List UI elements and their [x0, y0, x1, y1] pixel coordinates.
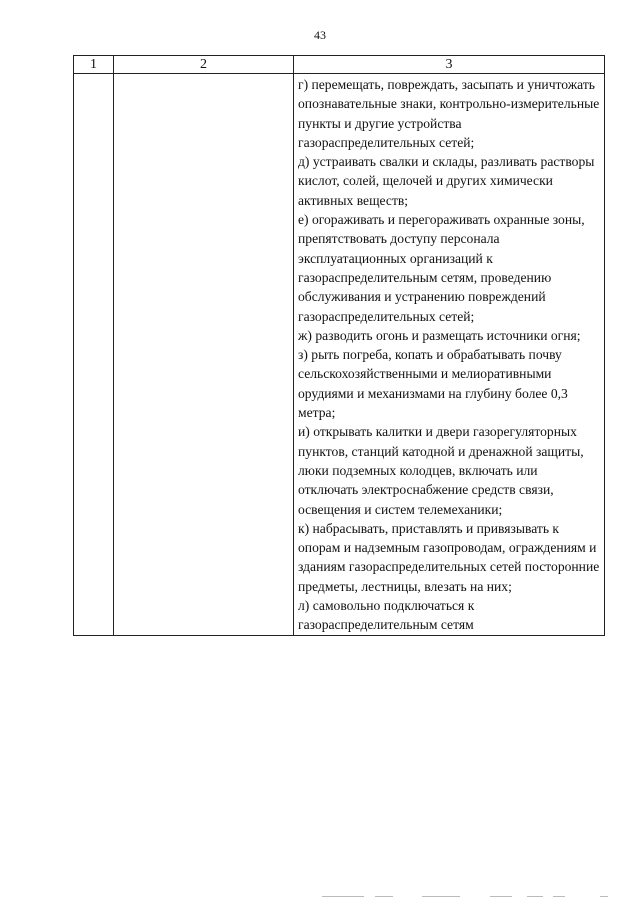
- list-item: ж) разводить огонь и размещать источники огня;: [298, 327, 581, 343]
- document-table: [73, 55, 605, 636]
- list-item: г) перемещать, повреждать, засыпать и уничтожать опознавательные знаки, контрольно-измерительные пункты и другие устройства газораспределительных сетей;: [298, 77, 600, 150]
- list-item: е) огораживать и перегораживать охранные зоны, препятствовать доступу персонала эксплуатационных организаций к газораспределительным сетям, проведению обслуживания и устранению повреждений газораспределительных сетей;: [298, 212, 585, 324]
- list-item: л) самовольно подключаться к газораспределительным сетям: [298, 598, 475, 633]
- scan-artifact-marks: [0, 896, 640, 900]
- column-header-3: 3: [294, 56, 605, 74]
- page-number: 43: [314, 28, 326, 42]
- table-row: [74, 74, 605, 636]
- column-header-1: 1: [74, 56, 114, 74]
- column-header-2: 2: [114, 56, 294, 74]
- list-item: к) набрасывать, приставлять и привязывать к опорам и надземным газопроводам, ограждениям и зданиям газораспределительных сетей посторонние предметы, лестницы, влезать на них;: [298, 520, 600, 594]
- list-item: и) открывать калитки и двери газорегуляторных пунктов, станций катодной и дренажной защиты, люки подземных колодцев, включать или отключать электроснабжение средств связи, освещения и систем телемеханики;: [298, 424, 584, 517]
- table-header-row: [74, 56, 605, 74]
- list-item: д) устраивать свалки и склады, разливать растворы кислот, солей, щелочей и других химически активных веществ;: [298, 154, 595, 208]
- table-cell-col2: [114, 74, 294, 636]
- table-cell-col1: [74, 74, 114, 636]
- table-cell-col3: [294, 74, 605, 636]
- list-item: з) рыть погреба, копать и обрабатывать почву сельскохозяйственными и мелиоративными орудиями и механизмами на глубину более 0,3 метра;: [298, 347, 568, 421]
